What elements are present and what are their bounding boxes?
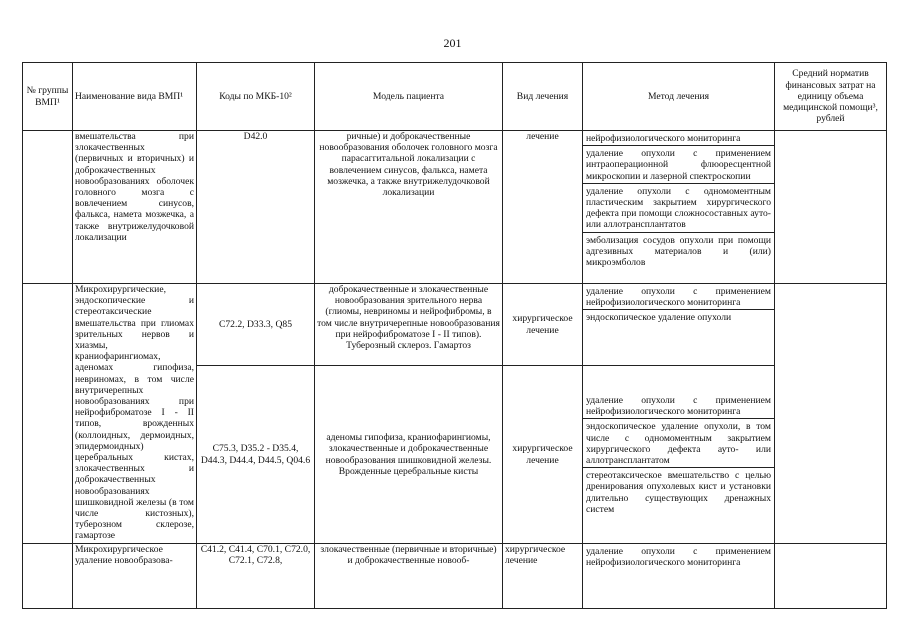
vmp-name-cell: Микрохирургические, эндоскопические и стереотаксические вмешательства при глиомах зрительных нервов и хиазмы, краниофарингиомах, аденомах гипофиза, невриномах, в том числе внутричерепных новообразованиях при нейрофиброматозе I - II типов, врожденных (коллоидных, дермоидных, эпидермоидных) церебральных кистах, злокачественных и доброкачественных новообразованиях шишковидной железы (в том числе кистозных), туберозном склерозе, гамартозе (73, 284, 197, 544)
header-patient-model: Модель пациента (315, 63, 503, 131)
patient-model-cell: доброкачественные и злокачественные новообразования зрительного нерва (глиомы, невриномы и нейрофибромы, в том числе внутричерепные новообразования при нейрофиброматозе I - II типов). Туберозный склероз. Гамартоз (315, 284, 503, 366)
method-item: стереотаксическое вмешательство с целью дренирования опухолевых кист и установки длительно существующих дренажных систем (583, 467, 774, 516)
icd-codes-cell: D42.0 (197, 131, 315, 284)
group-number-cell (23, 284, 73, 544)
header-treatment-type: Вид лечения (503, 63, 583, 131)
method-item: эндоскопическое удаление опухоли, в том числе с одномоментным закрытием хирургического дефекта ауто- или аллотрансплантатом (583, 418, 774, 467)
treatment-type-cell (503, 544, 583, 609)
group-number-cell (23, 131, 73, 284)
page-number: 201 (443, 36, 462, 50)
treatment-method-cell (583, 284, 775, 366)
treatment-type-cell: хирургическое лечение (503, 366, 583, 544)
header-group-no: № группы ВМП¹ (23, 63, 73, 131)
header-vmp-name: Наименование вида ВМП¹ (73, 63, 197, 131)
method-item: удаление опухоли с применением нейрофизиологического мониторинга (586, 546, 771, 569)
treatment-type-cell: хирургическое лечение (503, 284, 583, 366)
method-item: удаление опухоли с применением нейрофизиологического мониторинга (586, 286, 771, 309)
vmp-table (22, 62, 887, 609)
table-row (23, 131, 887, 284)
treatment-type-cell: лечение (503, 131, 583, 284)
method-item: удаление опухоли с применением интраоперационной флюоресцентной микроскопии и лазерной спектроскопии (583, 145, 774, 183)
avg-cost-cell (775, 544, 887, 609)
header-avg-cost: Средний норматив финансовых затрат на единицу объема медицинской помощи³, рублей (775, 63, 887, 131)
icd-codes-cell (197, 544, 315, 609)
table-row (23, 284, 887, 366)
table-header-row (23, 63, 887, 131)
treatment-type-text: хирургическое лечение (505, 544, 566, 567)
method-item: удаление опухоли с одномоментным пластическим закрытием хирургического дефекта при помощи сложносоставных ауто- или аллотрансплантатов (583, 183, 774, 232)
treatment-method-cell (583, 131, 775, 284)
patient-model-cell: ричные) и доброкачественные новообразования оболочек головного мозга парасаггитальной локализации с вовлечением синусов, фалькса, намета мозжечка, а также внутрижелудочковой локализации (315, 131, 503, 284)
header-treatment-method: Метод лечения (583, 63, 775, 131)
icd-codes-text: C41.2, C41.4, C70.1, C72.0, C72.1, C72.8, (200, 544, 311, 567)
treatment-method-cell (583, 366, 775, 544)
vmp-name-text: Микрохирургическое удаление новообразова- (75, 544, 173, 567)
method-item: нейрофизиологического мониторинга (586, 133, 741, 144)
patient-model-text: злокачественные (первичные и вторичные) и доброкачественные новооб- (320, 544, 497, 567)
avg-cost-cell (775, 284, 887, 544)
table-row (23, 544, 887, 609)
icd-codes-cell: C75.3, D35.2 - D35.4, D44.3, D44.4, D44.5, Q04.6 (197, 366, 315, 544)
method-item: эндоскопическое удаление опухоли (583, 309, 774, 324)
avg-cost-cell (775, 131, 887, 284)
vmp-name-cell (73, 544, 197, 609)
method-item: удаление опухоли с применением нейрофизиологического мониторинга (586, 394, 771, 418)
treatment-method-cell (583, 544, 775, 609)
header-icd-codes: Коды по МКБ-10² (197, 63, 315, 131)
icd-codes-cell: C72.2, D33.3, Q85 (197, 284, 315, 366)
patient-model-cell (315, 544, 503, 609)
patient-model-cell: аденомы гипофиза, краниофарингиомы, злокачественные и доброкачественные новообразования шишковидной железы. Врожденные церебральные кисты (315, 366, 503, 544)
group-number-cell (23, 544, 73, 609)
vmp-name-cell: вмешательства при злокачественных (первичных и вторичных) и доброкачественных новообразованиях оболочек головного мозга с вовлечением синусов, фалькса, намета мозжечка, а также внутрижелудочковой локализации (73, 131, 197, 284)
method-item: эмболизация сосудов опухоли при помощи адгезивных материалов и (или) микроэмболов (583, 232, 774, 270)
